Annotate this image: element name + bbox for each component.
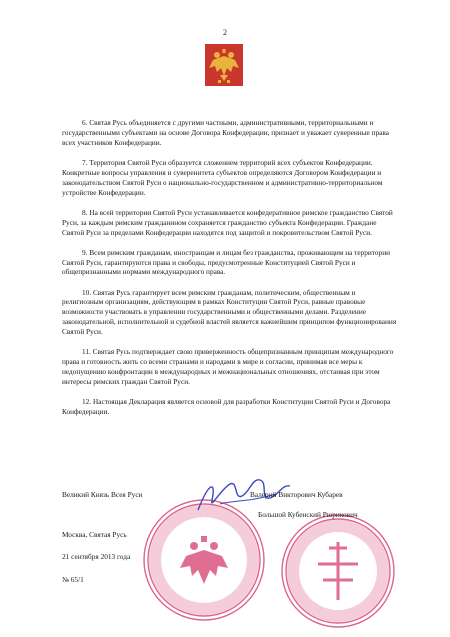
signatory-left-title: Великий Князь Всея Руси <box>62 490 143 499</box>
signatory-right-name: Валерий Викторович Кубарев <box>250 490 343 499</box>
paragraph-8: 8. На всей территории Святой Руси устанавливается конфедеративное римское гражданство Святой Руси, за каждым римским гражданином сохраняется гражданство субъекта Конфедерации. Граждане Святой Руси за пределами Конфедерации находятся под защитой и покровительством Святой Руси. <box>62 207 393 237</box>
paragraph-7: 7. Территория Святой Руси образуется сложением территорий всех субъектов Конфедерации. Конкретные вопросы управления и суверенитета субъектов определяются Договором Конфедерации и законодательством Святой Руси о национально-государственном и административно-территориальном устройстве Конфедерации. <box>62 157 383 197</box>
page-number: 2 <box>223 28 227 37</box>
paragraph-11: 11. Святая Русь подтверждает свою приверженность общепризнанным принципам международного права и готовность жить со всеми странами и народами в мире и согласии, принимая все меры к недопущению конфронтации в международных и межнациональных отношениях, отстаивая при этом интересы римских граждан Святой Руси. <box>62 347 394 386</box>
document-number: № 65/1 <box>62 575 84 584</box>
paragraph-10: 10. Святая Русь гарантирует всем римским гражданам, политическим, общественным и религиозным организациям, действующим в рамках Конституции Святой Руси, равные правовые возможности участвовать в управлении государственными и общественными делами. Разделение законодательной, исполнительной и судебной властей является важнейшим принципом функционирования Святой Руси. <box>62 287 397 337</box>
declaration-body <box>62 118 398 427</box>
double-headed-eagle-emblem-icon <box>205 44 243 86</box>
paragraph-9: 9. Всем римским гражданам, иностранцам и лицам без гражданства, проживающим на территории Святой Руси, гарантируются права и свободы, предусмотренные Конституцией Святой Руси и общепризнанными нормами международного права. <box>62 247 391 277</box>
place-of-signing: Москва, Святая Русь <box>62 530 127 539</box>
signatory-right-title: Большой Кубенский Рюрикович <box>258 510 358 519</box>
cross-seal-icon <box>279 512 397 630</box>
signing-date: 21 сентября 2013 года <box>62 552 131 561</box>
paragraph-12: 12. Настоящая Декларация является основой для разработки Конституции Святой Руси и Договора Конфедерации. <box>62 397 391 416</box>
paragraph-6: 6. Святая Русь объединяется с другими частными, административными, территориальными и государственными субъектами на основе Договора Конфедерации, признает и уважает суверенные права всех участников Конфедерации. <box>62 118 389 147</box>
